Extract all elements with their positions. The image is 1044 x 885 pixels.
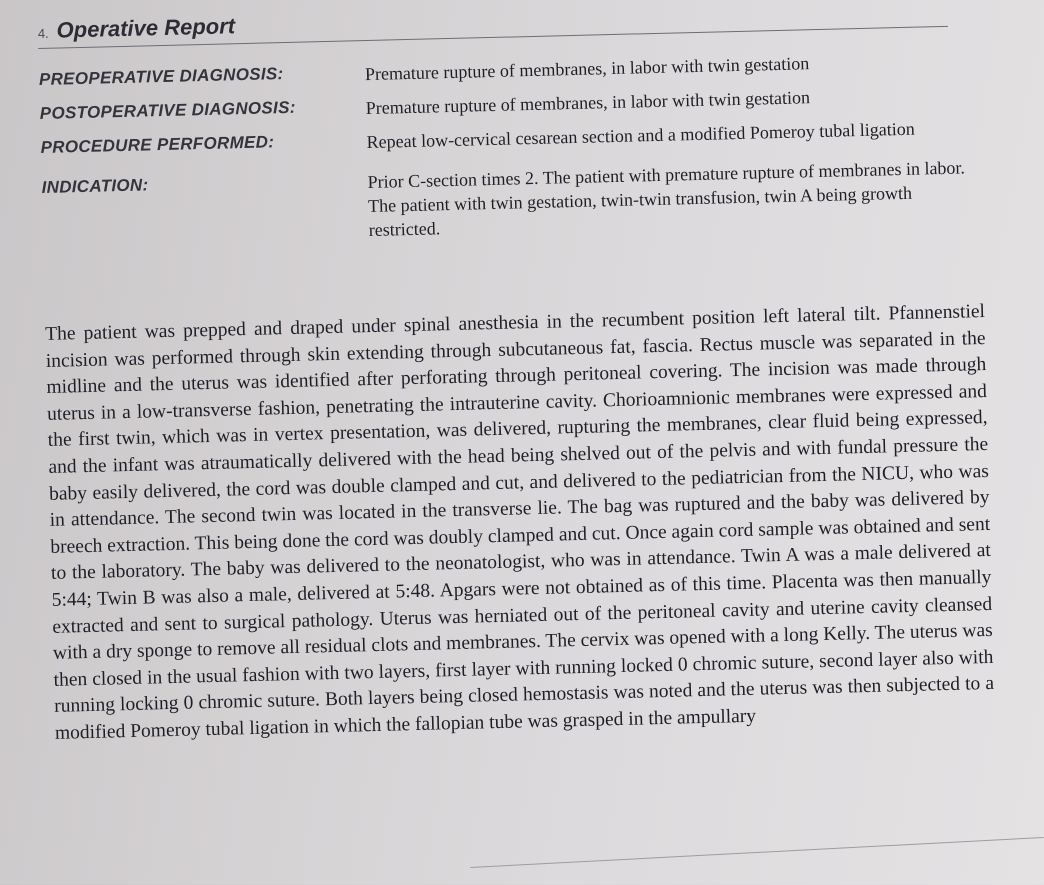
preoperative-diagnosis-value: Premature rupture of membranes, in labor with twin gestation (364, 53, 810, 85)
postoperative-diagnosis-value: Premature rupture of membranes, in labor with twin gestation (365, 87, 811, 119)
procedure-performed-value: Repeat low-cervical cesarean section and a modified Pomeroy tubal ligation (366, 118, 915, 153)
report-fields (39, 47, 973, 260)
indication-label: INDICATION: (41, 175, 149, 198)
preoperative-diagnosis-label: PREOPERATIVE DIAGNOSIS: (38, 64, 284, 90)
section-header (37, 0, 947, 49)
section-number: 4. (37, 25, 49, 42)
section-title: Operative Report (56, 13, 236, 43)
indication-value: Prior C-section times 2. The patient with premature rupture of membranes in labor. The patient with twin gestation, twin-twin transfusion, twin A being growth restricted. (367, 157, 966, 241)
postoperative-diagnosis-label: POSTOPERATIVE DIAGNOSIS: (39, 97, 296, 124)
operative-narrative: The patient was prepped and draped under spinal anesthesia in the recumbent position left lateral tilt. Pfannenstiel incision was performed through skin extending through subcutaneous fat, fascia. Rectus muscle was separated in the midline and the uterus was identified after perforating through peritoneal covering. The incision was made through uterus in a low-transverse fashion, penetrating the intrauterine cavity. Chorioamnionic membranes were expressed and the first twin, which was in vertex presentation, was delivered, rupturing the membranes, clear fluid being expressed, and the infant was atraumatically delivered with the head being shelved out of the pelvis and with fundal pressure the baby easily delivered, the cord was double clamped and cut, and delivered to the pediatrician from the NICU, who was in attendance. The second twin was located in the transverse lie. The bag was ruptured and the baby was delivered by breech extraction. This being done the cord was doubly clamped and cut. Once again cord sample was obtained and sent to the laboratory. The baby was delivered to the neonatologist, who was in attendance. Twin A was a male delivered at 5:44; Twin B was also a male, delivered at 5:48. Apgars were not obtained as of this time. Placenta was then manually extracted and sent to surgical pathology. Uterus was herniated out of the peritoneal cavity and uterine cavity cleansed with a dry sponge to remove all residual clots and membranes. The cervix was opened with a long Kelly. The uterus was then closed in the usual fashion with two layers, first layer with running locked 0 chromic suture, second layer also with running locking 0 chromic suture. Both layers being closed hemostasis was noted and the uterus was then subjected to a modified Pomeroy tubal ligation in which the fallopian tube was grasped in the ampullary (44, 300, 995, 744)
indication-row (41, 155, 972, 250)
procedure-performed-label: PROCEDURE PERFORMED: (40, 132, 275, 158)
